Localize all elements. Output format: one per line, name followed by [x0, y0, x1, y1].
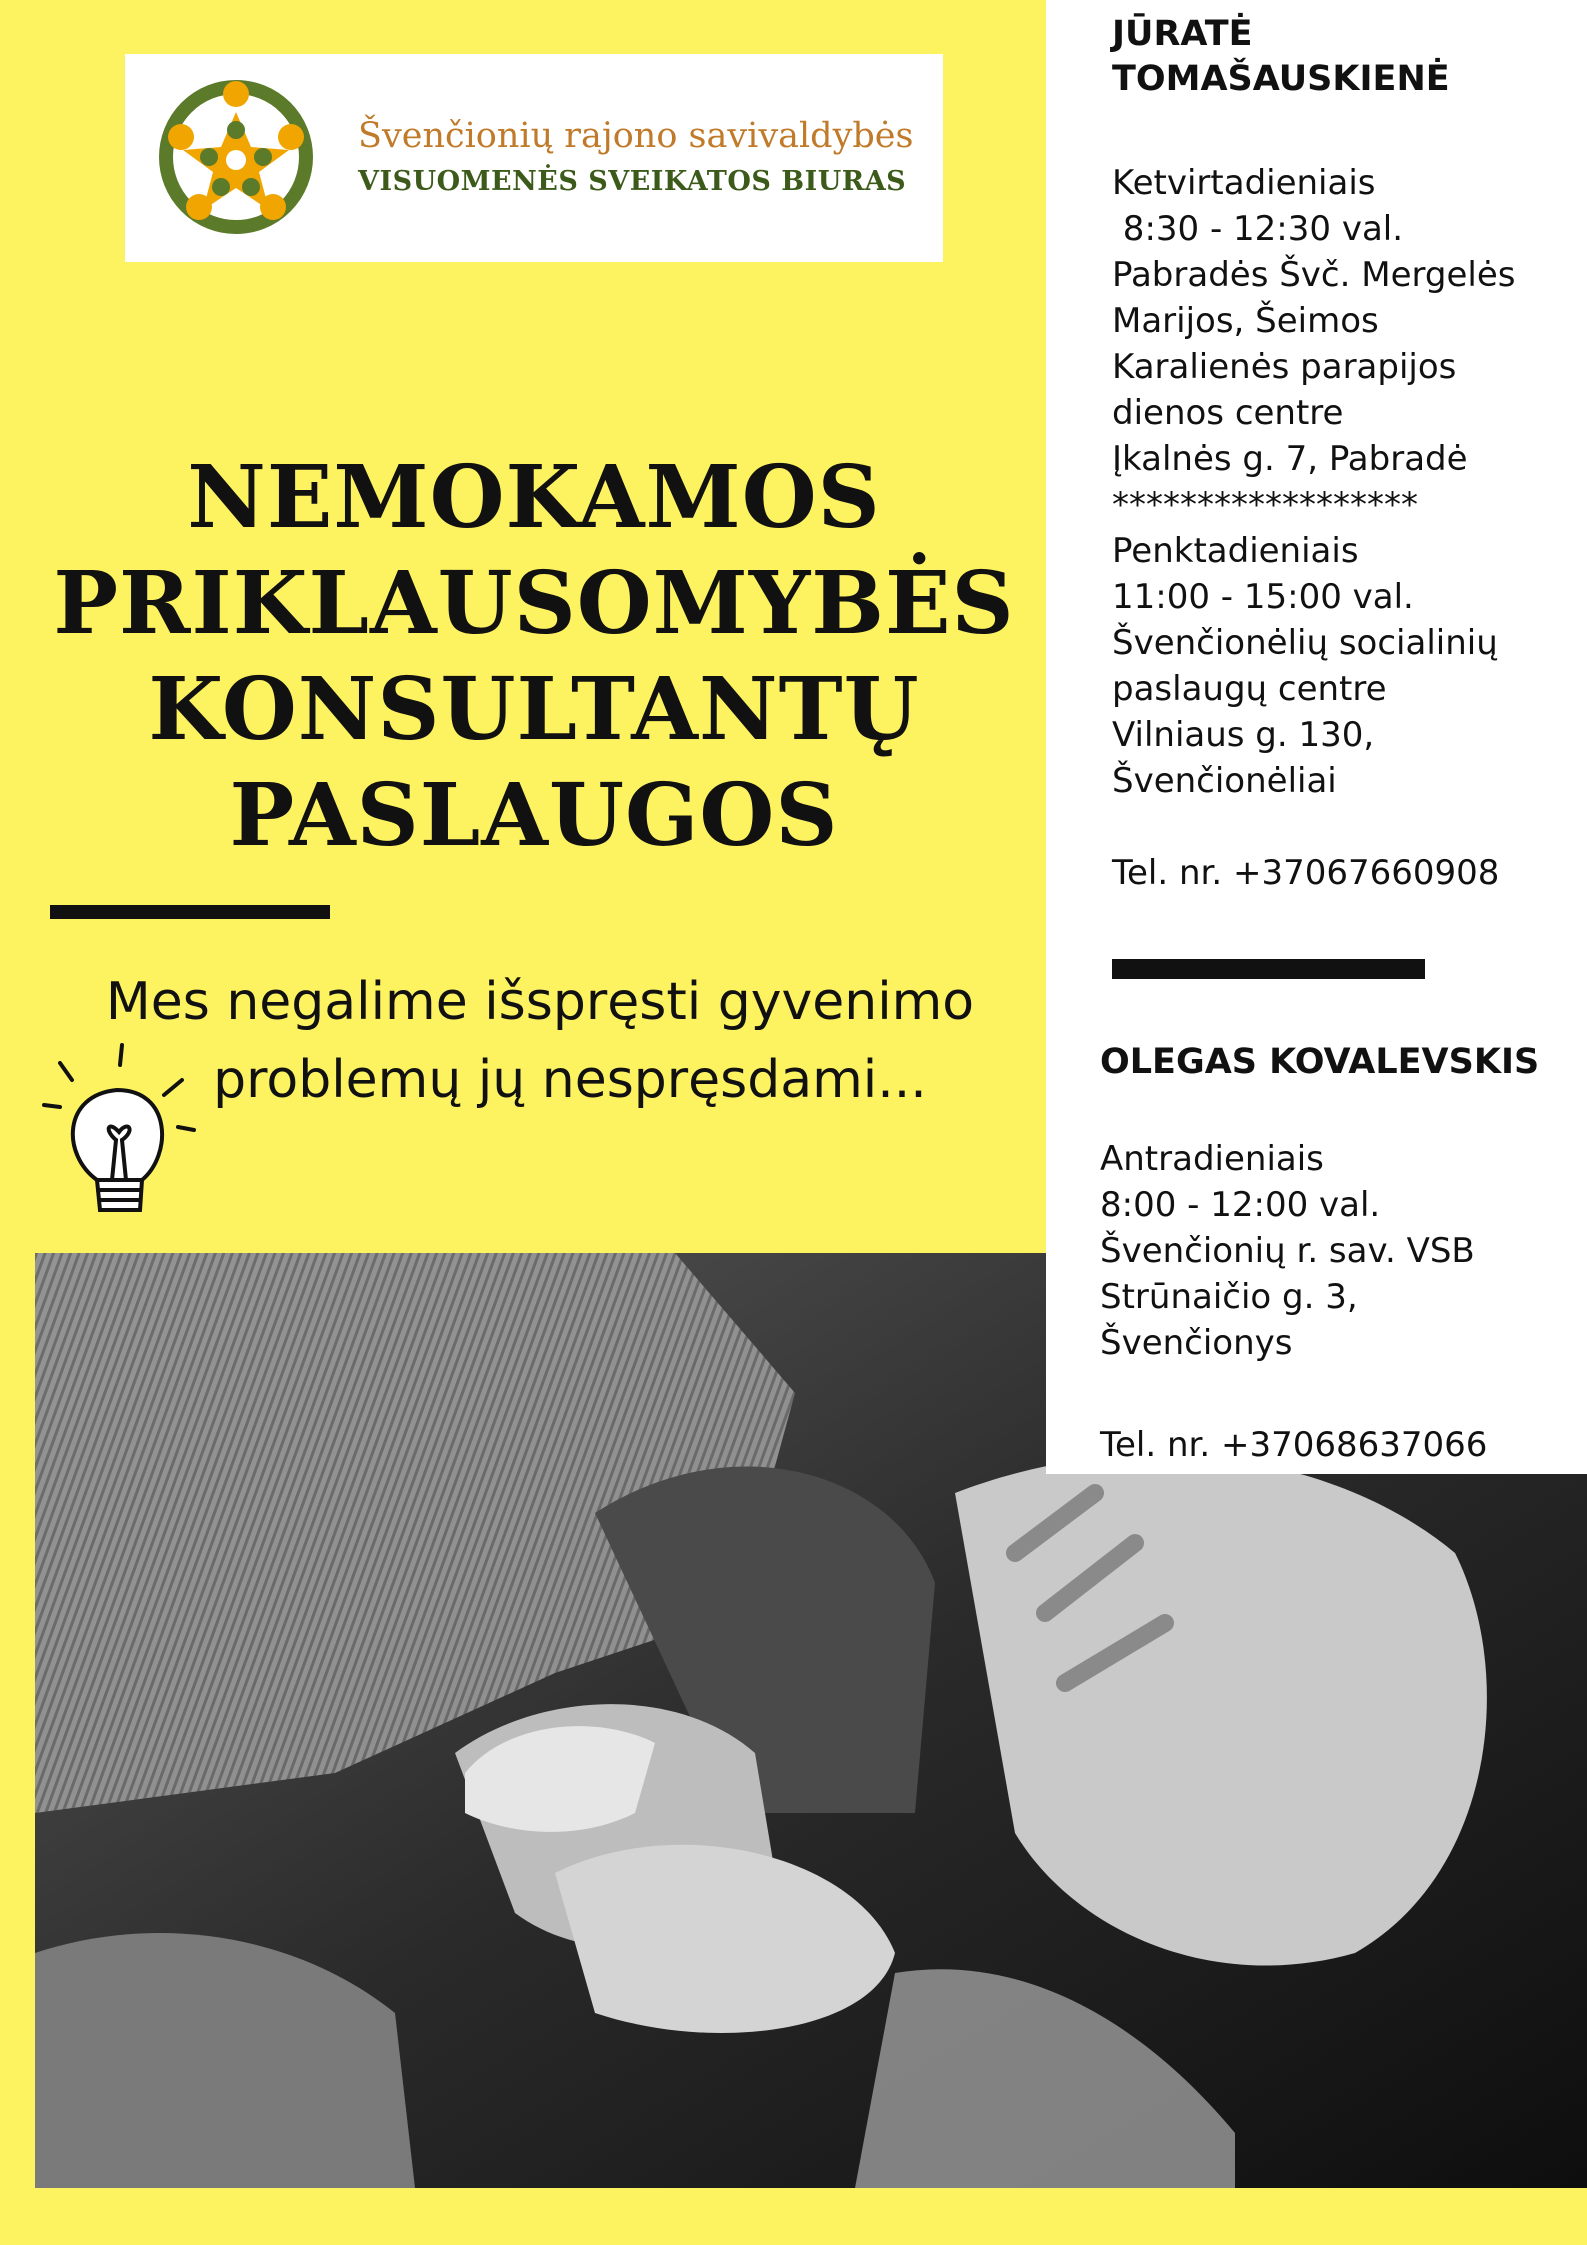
consultant-1-phone: Tel. nr. +37067660908 [1112, 853, 1500, 893]
schedule-line: Antradieniais [1100, 1139, 1324, 1179]
schedule-line: Švenčionys [1100, 1323, 1293, 1363]
schedule-line: Penktadieniais [1112, 531, 1359, 571]
headline-line-1: NEMOKAMOS [187, 447, 881, 548]
schedule-line: Karalienės parapijos [1112, 347, 1457, 387]
schedule-line: Švenčionių r. sav. VSB [1100, 1231, 1475, 1271]
schedule-line: 11:00 - 15:00 val. [1112, 577, 1414, 617]
schedule-line: Strūnaičio g. 3, [1100, 1277, 1358, 1317]
schedule-line: Švenčionėlių socialinių [1112, 623, 1498, 663]
emblem-icon [151, 72, 321, 242]
schedule-line: Marijos, Šeimos [1112, 301, 1379, 341]
tagline-line-1: Mes negalime išspręsti gyvenimo [105, 972, 975, 1032]
consultant-1-schedule [1112, 160, 1515, 804]
schedule-line: Įkalnės g. 7, Pabradė [1112, 439, 1468, 479]
consultant-2-phone: Tel. nr. +37068637066 [1100, 1425, 1488, 1465]
schedule-line: Švenčionėliai [1112, 761, 1337, 801]
logo-line-1: Švenčionių rajono savivaldybės [358, 116, 914, 156]
headline [34, 445, 1034, 869]
schedule-line: Ketvirtadieniais [1112, 163, 1376, 203]
divider-right [1112, 959, 1425, 979]
schedule-line: paslaugų centre [1112, 669, 1387, 709]
consultant-1-name-line-2: TOMAŠAUSKIENĖ [1112, 59, 1450, 99]
tagline-line-2: problemų jų nespręsdami... [213, 1050, 927, 1110]
consultant-2-schedule [1100, 1136, 1475, 1366]
headline-line-3: KONSULTANTŲ [148, 659, 920, 760]
divider-left [50, 905, 330, 919]
consultant-1-name [1112, 12, 1450, 102]
headline-line-4: PASLAUGOS [229, 765, 839, 866]
logo-line-2: VISUOMENĖS SVEIKATOS BIURAS [358, 166, 907, 197]
light-bulb-icon [42, 1035, 202, 1235]
schedule-line: Pabradės Švč. Mergelės [1112, 255, 1516, 295]
logo-banner [125, 54, 943, 262]
schedule-line: Vilniaus g. 130, [1112, 715, 1375, 755]
headline-line-2: PRIKLAUSOMYBĖS [53, 553, 1015, 654]
consultant-2-name: OLEGAS KOVALEVSKIS [1100, 1042, 1540, 1082]
schedule-line: dienos centre [1112, 393, 1344, 433]
consultant-1-name-line-1: JŪRATĖ [1112, 14, 1253, 54]
tagline [100, 963, 980, 1119]
schedule-line: 8:30 - 12:30 val. [1112, 209, 1404, 249]
schedule-separator: ****************** [1112, 485, 1418, 525]
schedule-line: 8:00 - 12:00 val. [1100, 1185, 1381, 1225]
